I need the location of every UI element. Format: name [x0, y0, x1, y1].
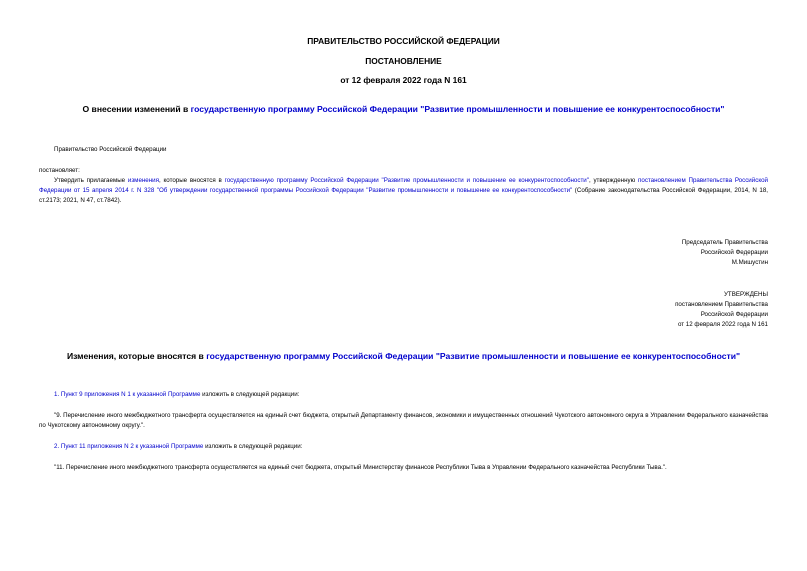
preamble-text: , которые вносятся в	[158, 177, 225, 184]
government-heading: ПРАВИТЕЛЬСТВО РОССИЙСКОЙ ФЕДЕРАЦИИ	[307, 36, 500, 46]
change-item-2	[54, 442, 302, 452]
item-1-text: изложить в следующей редакции:	[200, 391, 300, 398]
resolution-link[interactable]: постановлением Правительства Российской Федерации от 15 апреля 2014 г. N 328 "Об утверждении государственной программы Российской Федерации "Развитие промышленности и повышение ее конкурентоспособности"	[39, 177, 768, 194]
preamble-paragraph	[39, 176, 768, 205]
preamble-subject: Правительство Российской Федерации	[54, 146, 167, 153]
signature-position: Председатель Правительства	[681, 239, 768, 246]
item-2-link[interactable]: 2. Пункт 11 приложения N 2 к указанной Программе	[54, 443, 204, 450]
program-link[interactable]: государственную программу Российской Федерации "Развитие промышленности и повышение ее конкурентоспособности"	[224, 177, 589, 184]
approval-date: от 12 февраля 2022 года N 161	[677, 321, 768, 328]
approval-line: Российской Федерации	[700, 311, 768, 318]
changes-title-prefix: Изменения, которые вносятся в	[66, 351, 207, 361]
title-prefix: О внесении изменений в	[82, 104, 191, 114]
preamble-text: Утвердить прилагаемые	[54, 177, 128, 184]
change-item-1	[54, 390, 299, 400]
preamble-text: , утвержденную	[588, 177, 639, 184]
approval-line: постановлением Правительства	[675, 301, 768, 308]
preamble-decides: постановляет:	[39, 167, 80, 174]
signature-country: Российской Федерации	[700, 249, 768, 256]
approval-heading: УТВЕРЖДЕНЫ	[724, 291, 768, 298]
document-type: ПОСТАНОВЛЕНИЕ	[365, 56, 442, 66]
document-date-number: от 12 февраля 2022 года N 161	[340, 75, 467, 85]
change-item-2-quote: "11. Перечисление иного межбюджетного трансферта осуществляется на единый счет бюджета, открытый Министерству финансов Республики Тыва в Управлении Федерального казначейства Республики Тыва.".	[54, 464, 667, 471]
change-item-1-quote: "9. Перечисление иного межбюджетного трансферта осуществляется на единый счет бюджета, открытый Департаменту финансов, экономики и имущественных отношений Чукотского автономного округа в Управлении Федерального казначейства по Чукотскому автономному округу.".	[39, 412, 768, 429]
program-link[interactable]: государственную программу Российской Федерации "Развитие промышленности и повышение ее конкурентоспособности"	[190, 104, 725, 114]
item-1-link[interactable]: 1. Пункт 9 приложения N 1 к указанной Программе	[54, 391, 201, 398]
signature-name: М.Мишустин	[731, 259, 768, 266]
item-2-text: изложить в следующей редакции:	[203, 443, 303, 450]
preamble-text: (Собрание законодательства Российской Федерации, 2014, N 18, ст.2173; 2021, N 47, ст.7842).	[39, 186, 769, 204]
changes-title	[0, 351, 807, 361]
document-title	[0, 104, 807, 114]
program-link[interactable]: государственную программу Российской Федерации "Развитие промышленности и повышение ее конкурентоспособности"	[206, 351, 741, 361]
changes-link[interactable]: изменения	[127, 177, 159, 184]
